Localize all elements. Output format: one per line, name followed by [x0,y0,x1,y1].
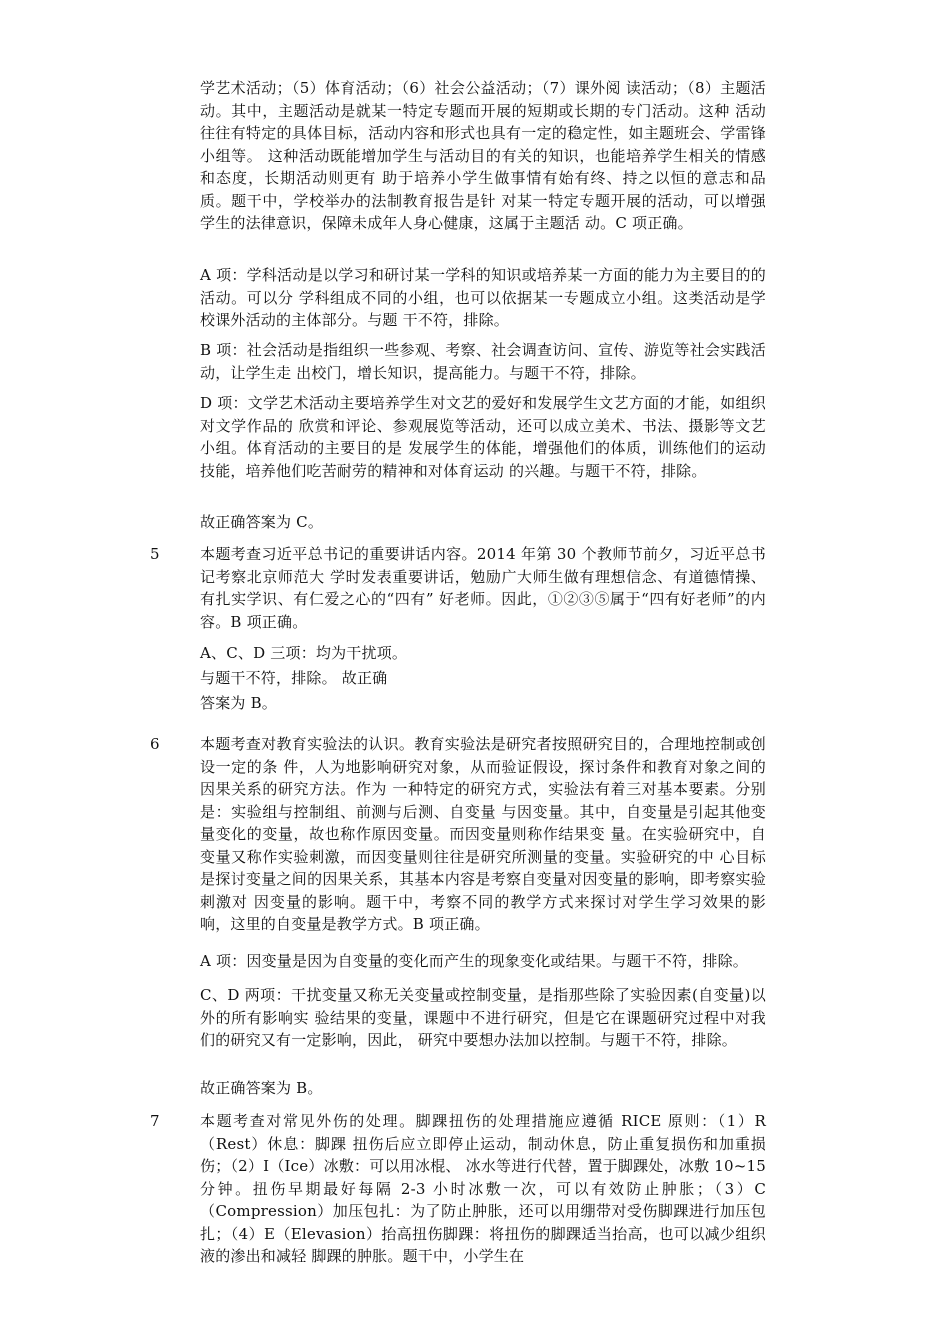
question-number-7: 7 [150,1112,160,1130]
question-number-5: 5 [150,545,160,563]
paragraph-q6-option-cd: C、D 两项：干扰变量又称无关变量或控制变量，是指那些除了实验因素(自变量)以外的所有影响实 验结果的变量，课题中不进行研究，但是它在课题研究过程中对我们的研究又有一定影响，因此， 研究中要想办法加以控制。与题干不符，排除。 [200,986,766,1049]
paragraph-q5-distractors: A、C、D 三项：均为干扰项。 [200,644,408,662]
paragraph-q6-explanation: 本题考查对教育实验法的认识。教育实验法是研究者按照研究目的，合理地控制或创设一定的条 件，人为地影响研究对象，从而验证假设，探讨条件和教育对象之间的因果关系的研究方法。作为 一种特定的研究方式，实验法有着三对基本要素。分别是：实验组与控制组、前测与后测、自变量 与因变量。其中，自变量是引起其他变量变化的变量，故也称作原因变量。而因变量则称作结果变 量。在实验研究中，自变量又称作实验刺激，而因变量则往往是研究所测量的变量。实验研究的中 心目标是探讨变量之间的因果关系，其基本内容是考察自变量对因变量的影响，即考察实验刺激对 因变量的影响。题干中，考察不同的教学方式来探讨对学生学习效果的影响，这里的自变量是教学方式。B 项正确。 [200,735,766,933]
paragraph-q5-explanation: 本题考查习近平总书记的重要讲话内容。2014 年第 30 个教师节前夕，习近平总书记考察北京师范大 学时发表重要讲话，勉励广大师生做有理想信念、有道德情操、有扎实学识、有仁爱之心的“四有” 好老师。因此，①②③⑤属于“四有好老师”的内容。B 项正确。 [200,545,766,631]
paragraph-option-d-arts: D 项：文学艺术活动主要培养学生对文艺的爱好和发展学生文艺方面的才能，如组织对文学作品的 欣赏和评论、参观展览等活动，还可以成立美术、书法、摄影等文艺小组。体育活动的主要目的是 发展学生的体能，增强他们的体质，训练他们的运动技能，培养他们吃苦耐劳的精神和对体育运动 的兴趣。与题干不符，排除。 [200,394,766,480]
paragraph-q5-mismatch: 与题干不符，排除。 故正确 [200,669,388,687]
paragraph-q5-answer: 答案为 B。 [200,694,277,712]
paragraph-q6-option-a: A 项：因变量是因为自变量的变化而产生的现象变化或结果。与题干不符，排除。 [200,952,749,970]
paragraph-q7-explanation: 本题考查对常见外伤的处理。脚踝扭伤的处理措施应遵循 RICE 原则：（1）R（Rest）休息：脚踝 扭伤后应立即停止运动，制动休息，防止重复损伤和加重损伤；（2）I（Ice）冰敷：可以用冰棍、 冰水等进行代替，置于脚踝处，冰敷 10~15 分钟。扭伤早期最好每隔 2-3 小时冰敷一次，可以有效防止肿胀；（3）C（Compression）加压包扎：为了防止肿胀，还可以用绷带对受伤脚踝进行加压包 扎；（4）E（Elevasion）抬高扭伤脚踝：将扭伤的脚踝适当抬高，也可以减少组织液的渗出和减轻 脚踝的肿胀。题干中，小学生在 [200,1112,766,1265]
paragraph-activity-types: 学艺术活动；（5）体育活动；（6）社会公益活动；（7）课外阅 读活动；（8）主题活动。其中，主题活动是就某一特定专题而开展的短期或长期的专门活动。这种 活动往往有特定的具体目标，活动内容和形式也具有一定的稳定性，如主题班会、学雷锋小组等。 这种活动既能增加学生与活动目的有关的知识，也能培养学生相关的情感和态度，长期活动则更有 助于培养小学生做事情有始有终、持之以恒的意志和品质。题干中，学校举办的法制教育报告是针 对某一特定专题开展的活动，可以增强学生的法律意识，保障未成年人身心健康，这属于主题活 动。C 项正确。 [200,79,766,232]
paragraph-q6-answer: 故正确答案为 B。 [200,1079,323,1097]
paragraph-answer-c: 故正确答案为 C。 [200,513,324,531]
question-number-6: 6 [150,735,160,753]
paragraph-option-b-social: B 项：社会活动是指组织一些参观、考察、社会调查访问、宣传、游览等社会实践活动，让学生走 出校门，增长知识，提高能力。与题干不符，排除。 [200,341,766,382]
paragraph-option-a-subject: A 项：学科活动是以学习和研讨某一学科的知识或培养某一方面的能力为主要目的的活动。可以分 学科组成不同的小组，也可以依据某一专题成立小组。这类活动是学校课外活动的主体部分。与题 干不符，排除。 [200,266,766,329]
